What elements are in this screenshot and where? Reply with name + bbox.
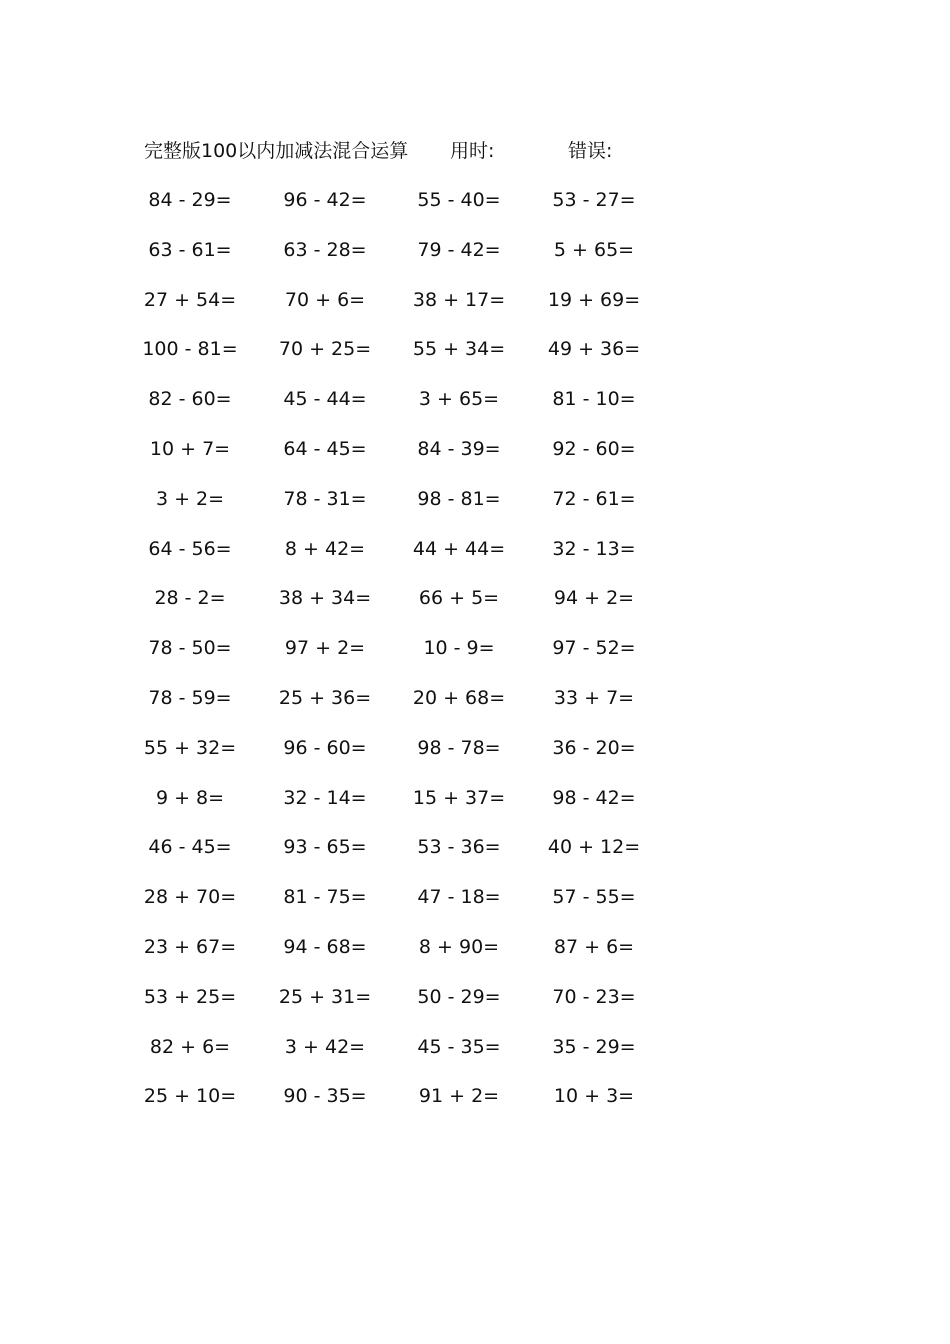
math-problem: 10 + 7=	[149, 437, 231, 460]
math-problem: 81 - 10=	[552, 388, 636, 411]
math-problem: 19 + 69=	[547, 288, 641, 311]
math-problem: 81 - 75=	[283, 886, 367, 909]
math-problem: 3 + 2=	[155, 487, 225, 510]
math-problem: 96 - 42=	[283, 189, 367, 211]
problem-row	[0, 285, 950, 335]
math-problem: 97 + 2=	[284, 637, 366, 660]
math-problem: 70 - 23=	[552, 985, 636, 1008]
math-problem: 15 + 37=	[412, 786, 506, 809]
math-problem: 96 - 60=	[283, 736, 367, 759]
problem-row	[0, 484, 950, 534]
math-problem: 45 - 35=	[417, 1035, 501, 1058]
math-problem: 100 - 81=	[142, 338, 238, 361]
problem-row	[0, 832, 950, 882]
math-problem: 10 + 3=	[553, 1085, 635, 1108]
math-problem: 70 + 25=	[278, 338, 372, 361]
math-problem: 20 + 68=	[412, 686, 506, 709]
math-problem: 97 - 52=	[552, 637, 636, 660]
math-problem: 25 + 10=	[143, 1085, 237, 1108]
math-problem: 63 - 61=	[148, 238, 232, 261]
math-problem: 72 - 61=	[552, 487, 636, 510]
math-problem: 57 - 55=	[552, 886, 636, 909]
math-problem: 40 + 12=	[547, 836, 641, 859]
time-label: 用时:	[450, 140, 495, 162]
math-problem: 78 - 31=	[283, 487, 367, 510]
math-problem: 8 + 42=	[284, 537, 366, 560]
math-problem: 53 + 25=	[143, 985, 237, 1008]
problem-row	[0, 783, 950, 833]
math-problem: 98 - 81=	[417, 487, 501, 510]
math-problem: 94 - 68=	[283, 935, 367, 958]
math-problem: 82 + 6=	[149, 1035, 231, 1058]
math-problem: 53 - 27=	[552, 189, 636, 211]
problem-row	[0, 334, 950, 384]
math-problem: 33 + 7=	[553, 686, 635, 709]
math-problem: 94 + 2=	[553, 587, 635, 610]
math-problem: 5 + 65=	[553, 238, 635, 261]
math-problem: 28 - 2=	[154, 587, 226, 610]
math-problem: 38 + 17=	[412, 288, 506, 311]
math-problem: 23 + 67=	[143, 935, 237, 958]
math-problem: 36 - 20=	[552, 736, 636, 759]
math-problem: 27 + 54=	[143, 288, 237, 311]
math-problem: 8 + 90=	[418, 935, 500, 958]
math-problem: 66 + 5=	[418, 587, 500, 610]
math-problem: 25 + 36=	[278, 686, 372, 709]
math-problem: 35 - 29=	[552, 1035, 636, 1058]
worksheet-title: 完整版100以内加减法混合运算	[144, 140, 409, 162]
problem-row	[0, 683, 950, 733]
math-problem: 90 - 35=	[283, 1085, 367, 1108]
math-problem: 9 + 8=	[155, 786, 225, 809]
math-problem: 55 + 34=	[412, 338, 506, 361]
problem-row	[0, 235, 950, 285]
problem-row	[0, 434, 950, 484]
problem-row	[0, 384, 950, 434]
problem-row	[0, 583, 950, 633]
math-problem: 3 + 65=	[418, 388, 500, 411]
math-problem: 82 - 60=	[148, 388, 232, 411]
math-problem: 64 - 56=	[148, 537, 232, 560]
math-problem: 32 - 14=	[283, 786, 367, 809]
math-problem: 92 - 60=	[552, 437, 636, 460]
math-problem: 44 + 44=	[412, 537, 506, 560]
math-problem: 3 + 42=	[284, 1035, 366, 1058]
math-problem: 64 - 45=	[283, 437, 367, 460]
errors-label: 错误:	[568, 140, 613, 162]
math-problem: 25 + 31=	[278, 985, 372, 1008]
problem-row	[0, 982, 950, 1032]
math-problem: 87 + 6=	[553, 935, 635, 958]
math-problem: 93 - 65=	[283, 836, 367, 859]
math-problem: 55 + 32=	[143, 736, 237, 759]
problem-row	[0, 1081, 950, 1131]
math-problem: 45 - 44=	[283, 388, 367, 411]
math-problem: 47 - 18=	[417, 886, 501, 909]
math-problem: 84 - 39=	[417, 437, 501, 460]
problem-row	[0, 932, 950, 982]
math-problem: 78 - 59=	[148, 686, 232, 709]
math-problem: 91 + 2=	[418, 1085, 500, 1108]
math-problem: 28 + 70=	[143, 886, 237, 909]
problem-grid	[0, 185, 950, 1131]
math-problem: 46 - 45=	[148, 836, 232, 859]
math-problem: 78 - 50=	[148, 637, 232, 660]
math-problem: 53 - 36=	[417, 836, 501, 859]
math-problem: 32 - 13=	[552, 537, 636, 560]
worksheet-header	[0, 137, 950, 165]
math-problem: 70 + 6=	[284, 288, 366, 311]
math-problem: 98 - 42=	[552, 786, 636, 809]
problem-row	[0, 185, 950, 235]
problem-row	[0, 633, 950, 683]
problem-row	[0, 882, 950, 932]
math-problem: 49 + 36=	[547, 338, 641, 361]
problem-row	[0, 534, 950, 584]
math-problem: 63 - 28=	[283, 238, 367, 261]
problem-row	[0, 733, 950, 783]
math-problem: 38 + 34=	[278, 587, 372, 610]
math-problem: 84 - 29=	[148, 189, 232, 211]
math-problem: 10 - 9=	[423, 637, 495, 660]
math-problem: 98 - 78=	[417, 736, 501, 759]
math-problem: 50 - 29=	[417, 985, 501, 1008]
problem-row	[0, 1032, 950, 1082]
math-problem: 55 - 40=	[417, 189, 501, 211]
math-problem: 79 - 42=	[417, 238, 501, 261]
